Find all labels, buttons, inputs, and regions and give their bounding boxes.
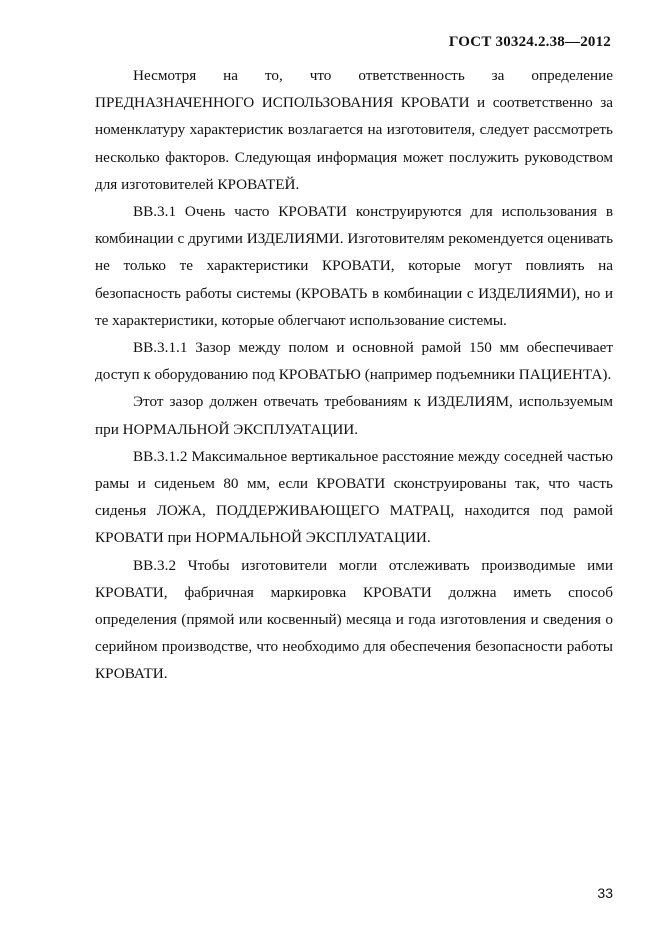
paragraph-bb-3-2: ВВ.3.2 Чтобы изготовители могли отслеживать производимые ими КРОВАТИ, фабричная маркировка КРОВАТИ должна иметь способ определения (прямой или косвенный) месяца и года изготовления и сведения о серийном производстве, что необходимо для обеспечения безопасности работы КРОВАТИ. (95, 556, 613, 683)
paragraph-bb-3-1: ВВ.3.1 Очень часто КРОВАТИ конструируются для использования в комбинации с другими ИЗДЕЛИЯМИ. Изготовителям рекомендуется оценивать не только те характеристики КРОВАТИ, которые могут повлиять на безопасность работы системы (КРОВАТЬ в комбинации с ИЗДЕЛИЯМИ), но и те характеристики, которые облегчают использование системы. (95, 203, 613, 329)
document-header: ГОСТ 30324.2.38—2012 (448, 34, 611, 50)
paragraph-bb-3-1-2: ВВ.3.1.2 Максимальное вертикальное расстояние между соседней частью рамы и сиденьем 80 мм, если КРОВАТИ сконструированы так, что часть сиденья ЛОЖА, ПОДДЕРЖИВАЮЩЕГО МАТРАЦ, находится под рамой КРОВАТИ при НОРМАЛЬНОЙ ЭКСПЛУАТАЦИИ. (95, 447, 613, 547)
paragraph-intro: Несмотря на то, что ответственность за определение ПРЕДНАЗНАЧЕННОГО ИСПОЛЬЗОВАНИЯ КРОВАТИ и соответственно за номенклатуру характеристик возлагается на изготовителя, следует рассмотреть несколько факторов. Следующая информация может послужить руководством для изготовителей КРОВАТЕЙ. (95, 67, 613, 193)
paragraph-clearance-note: Этот зазор должен отвечать требованиям к ИЗДЕЛИЯМ, используемым при НОРМАЛЬНОЙ ЭКСПЛУАТАЦИИ. (95, 393, 613, 438)
page-number: 33 (597, 885, 613, 901)
paragraph-bb-3-1-1: ВВ.3.1.1 Зазор между полом и основной рамой 150 мм обеспечивает доступ к оборудованию под КРОВАТЬЮ (например подъемники ПАЦИЕНТА). (95, 339, 613, 384)
document-body (95, 62, 613, 688)
